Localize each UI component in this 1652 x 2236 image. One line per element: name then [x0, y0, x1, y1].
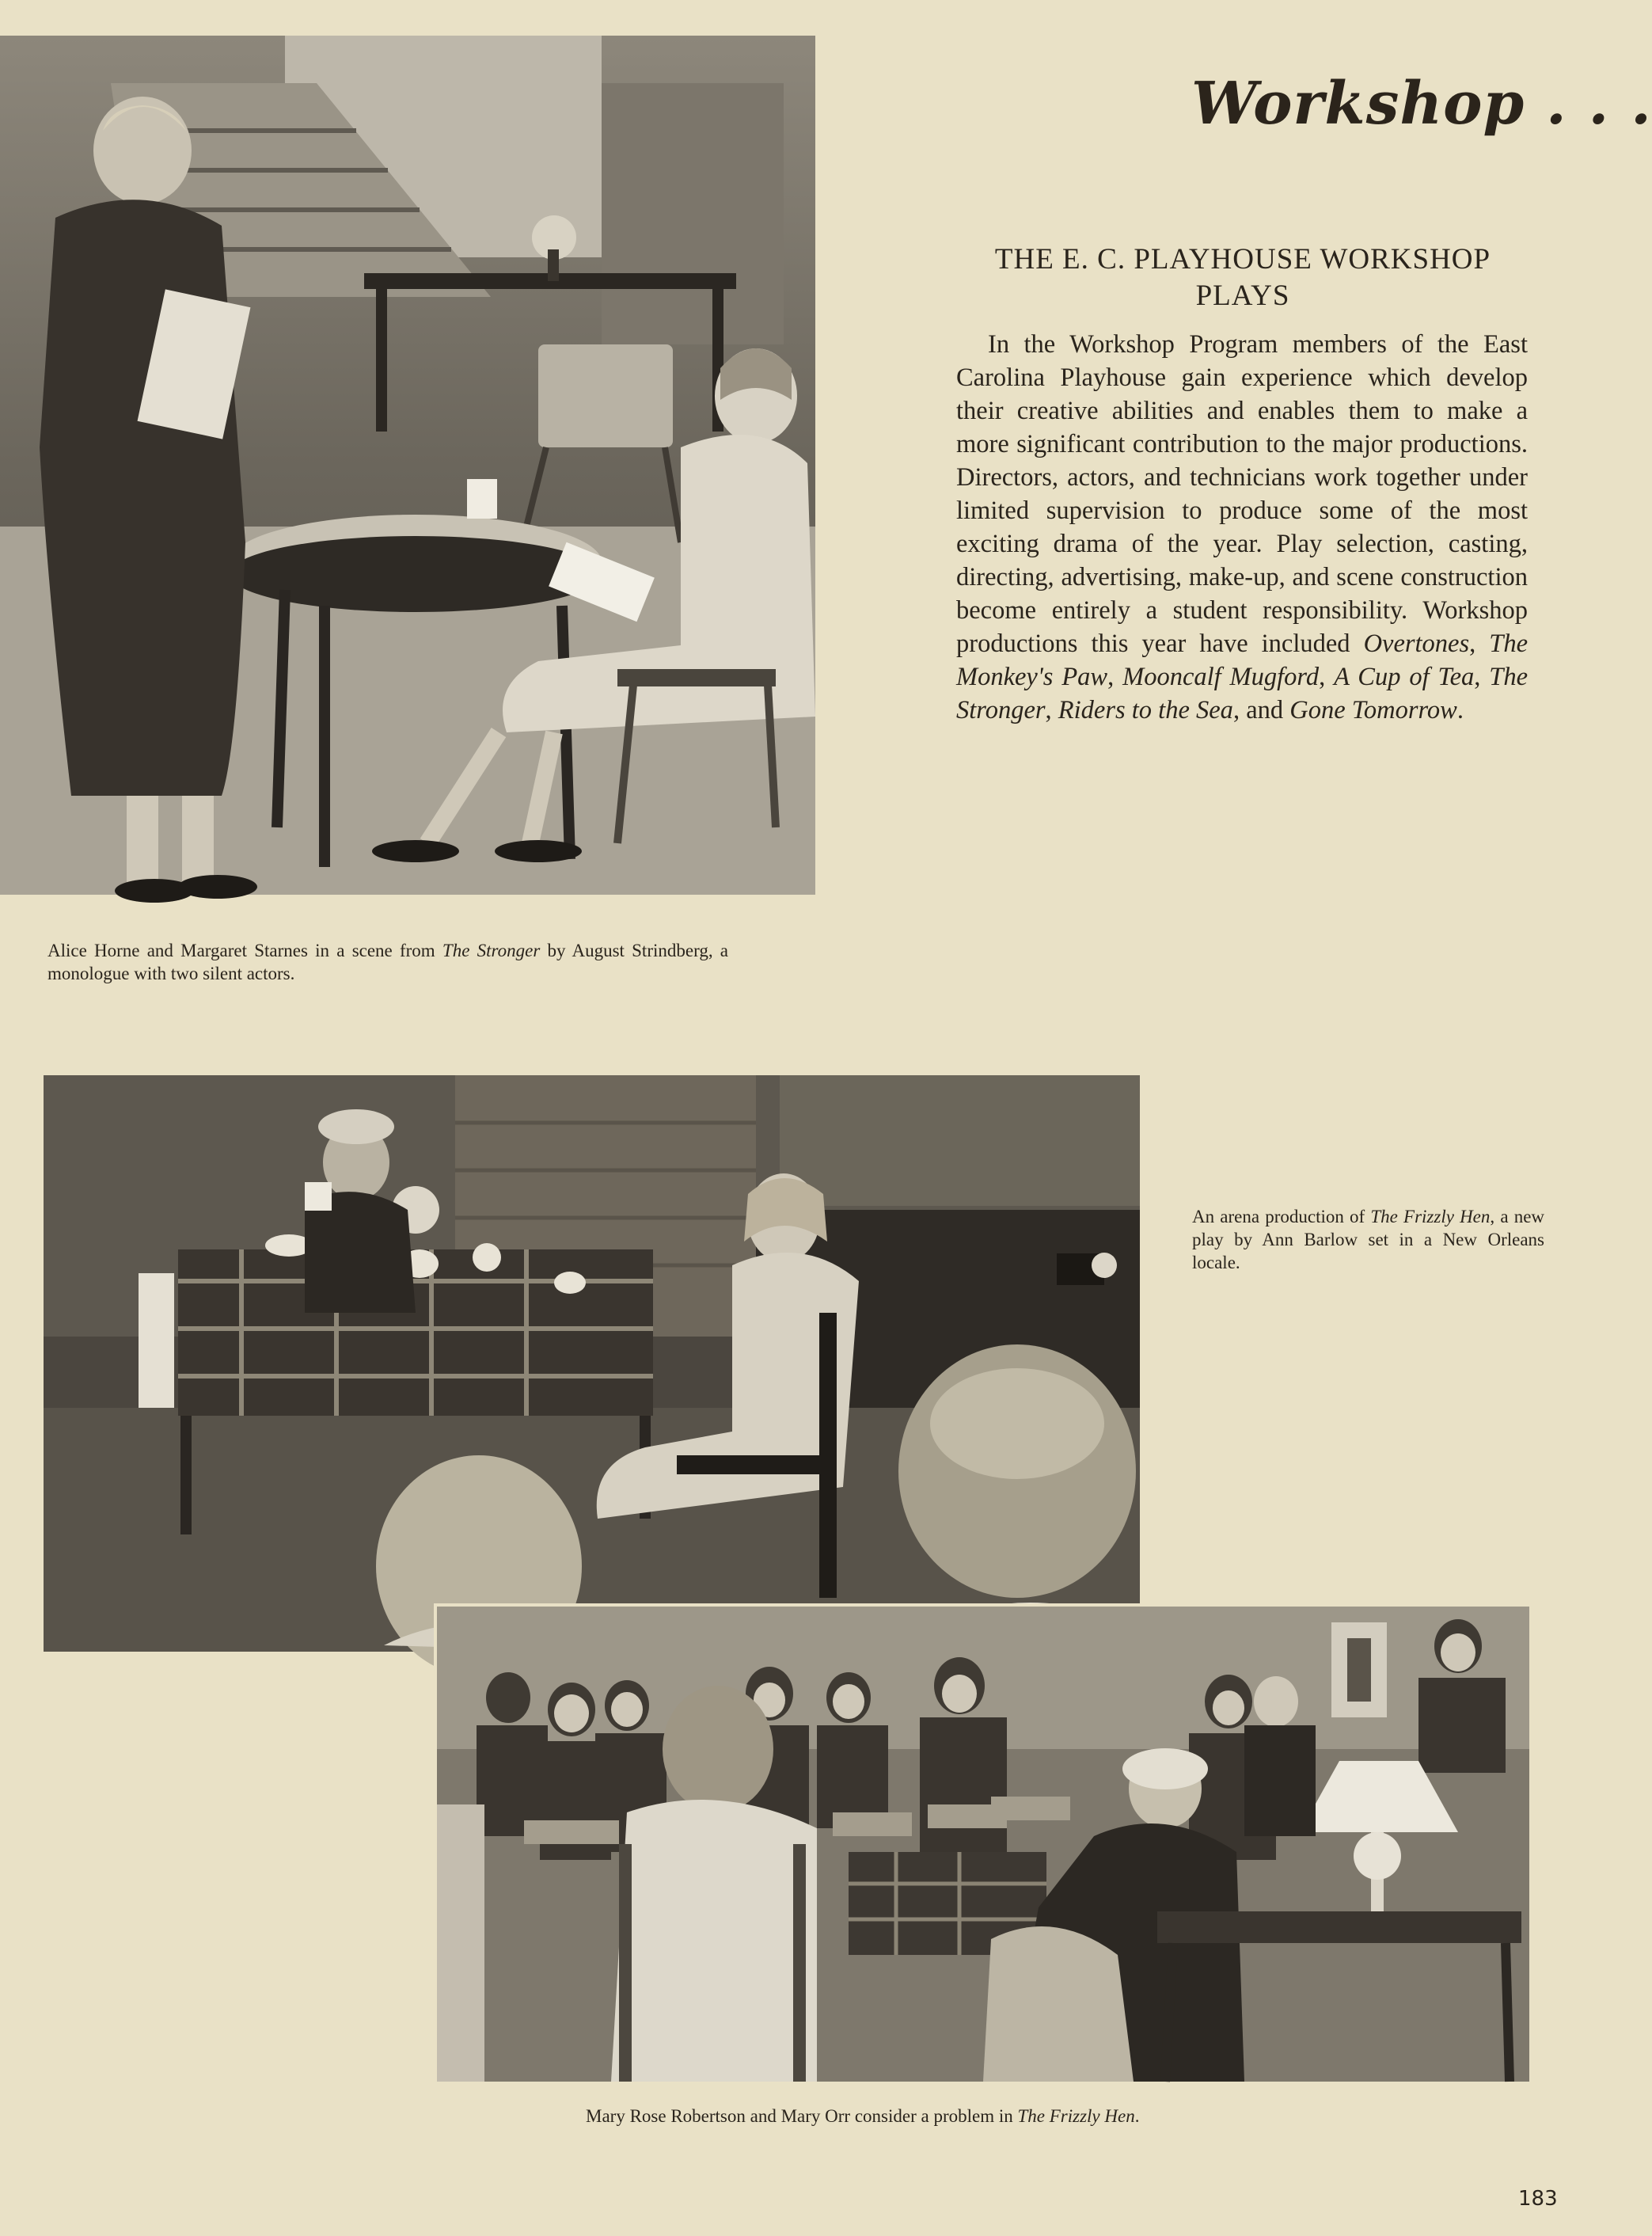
caption-arena-production	[1192, 1205, 1544, 1274]
play-title: The Stronger	[956, 663, 1529, 724]
play-title: Overtones	[1363, 629, 1470, 658]
caption-play-title: The Frizzly Hen	[1017, 2106, 1135, 2126]
photo-audience-frizzly-hen	[434, 1603, 1529, 2082]
play-title: Riders to the Sea	[1058, 696, 1233, 724]
play-title: A Cup of Tea	[1334, 663, 1475, 691]
caption-play-title: The Frizzly Hen	[1370, 1207, 1491, 1226]
caption-play-title: The Stronger	[442, 941, 541, 960]
separator: ,	[1474, 663, 1490, 691]
separator: ,	[1319, 663, 1335, 691]
separator: , and	[1232, 696, 1290, 724]
play-title: Gone Tomorrow	[1289, 696, 1457, 724]
caption-text: , a new play by Ann Barlow set in a New Orleans locale.	[1192, 1207, 1545, 1272]
play-title: The Monkey's Paw	[956, 629, 1529, 691]
separator: ,	[1469, 629, 1490, 658]
play-title: Mooncalf Mugford	[1122, 663, 1320, 691]
separator: ,	[1045, 696, 1058, 724]
caption-audience	[586, 2105, 1377, 2128]
article-body	[956, 328, 1528, 727]
separator: .	[1456, 696, 1464, 724]
photo-arena-production	[44, 1075, 1140, 1652]
article-heading: THE E. C. PLAYHOUSE WORKSHOP PLAYS	[994, 243, 1491, 312]
caption-text: Alice Horne and Margaret Starnes in a scene from	[47, 941, 442, 960]
page-number: 183	[1518, 2187, 1558, 2211]
photo-the-stronger-scene	[0, 36, 815, 895]
caption-text: .	[1134, 2106, 1140, 2126]
section-script-title: Workshop . . .	[1191, 70, 1652, 138]
separator: ,	[1107, 663, 1123, 691]
caption-text: An arena production of	[1192, 1207, 1371, 1226]
caption-the-stronger	[47, 939, 728, 985]
caption-text: by August Strindberg, a monologue with two silent actors.	[47, 941, 728, 983]
caption-text: Mary Rose Robertson and Mary Orr consider a problem in	[586, 2106, 1018, 2126]
article-body-intro: In the Workshop Program members of the East Carolina Playhouse gain experience which develop their creative abilities and enables them to make a more significant contribution to the major productions. Directors, actors, and technicians work together under limited supervision to produce some of the most exciting drama of the year. Play selection, casting, directing, advertising, make-up, and scene construction become entirely a student responsibility. Workshop productions this year have included	[956, 330, 1528, 658]
